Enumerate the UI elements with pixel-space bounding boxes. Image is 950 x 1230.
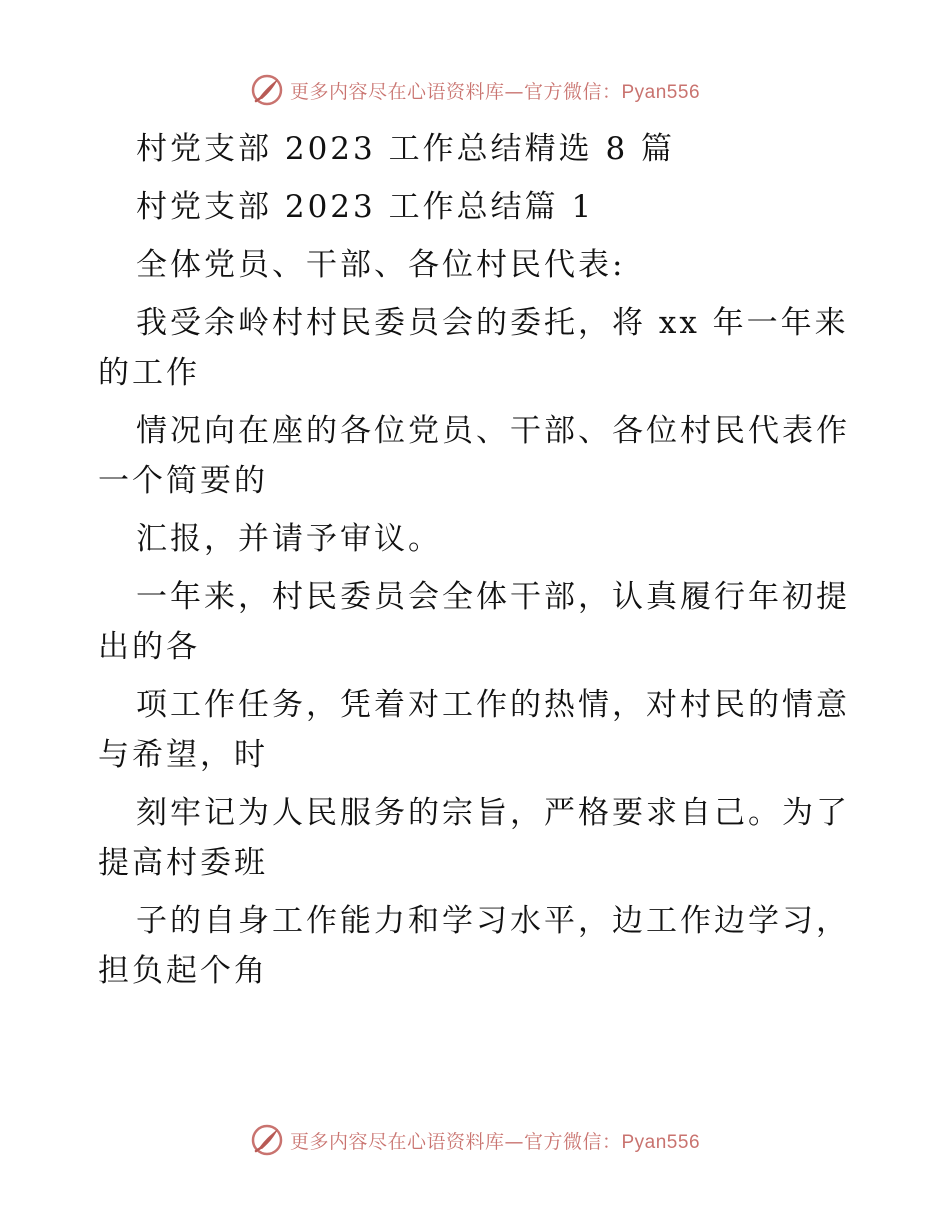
footer-watermark	[0, 1120, 950, 1160]
watermark-wechat-id: Pyan556	[621, 1131, 701, 1153]
paragraph-line: 刻牢记为人民服务的宗旨，严格要求自己。为了	[136, 795, 850, 831]
paragraph	[98, 406, 858, 506]
watermark-text	[290, 1127, 700, 1154]
paragraph-line: 情况向在座的各位党员、干部、各位村民代表作	[136, 413, 850, 449]
watermark-wechat-id: Pyan556	[621, 81, 701, 103]
paragraph-line: 与希望，时	[98, 737, 268, 773]
paragraph-line: 出的各	[98, 629, 200, 665]
paragraph-line: 我受余岭村村民委员会的委托，将 xx 年一年来	[136, 305, 849, 341]
paragraph-line: 提高村委班	[98, 845, 268, 881]
watermark-wechat-label: 官方微信：	[523, 80, 622, 103]
salutation: 全体党员、干部、各位村民代表:	[136, 247, 626, 283]
quill-pen-logo-icon	[250, 73, 284, 107]
paragraph-line: 担负起个角	[98, 953, 268, 989]
paragraph-line: 一个简要的	[98, 463, 268, 499]
watermark-text	[290, 77, 700, 104]
paragraph	[98, 788, 858, 888]
paragraph-line: 汇报，并请予审议。	[136, 521, 442, 557]
paragraph-line: 子的自身工作能力和学习水平，边工作边学习，	[136, 903, 850, 939]
watermark-brand: 更多内容尽在心语资料库	[289, 1130, 505, 1153]
watermark-separator: —	[504, 1130, 524, 1153]
document-subtitle: 村党支部 2023 工作总结篇 1	[136, 189, 595, 225]
paragraph	[98, 896, 858, 996]
header-watermark	[0, 70, 950, 110]
watermark-separator: —	[504, 80, 524, 103]
paragraph	[98, 572, 858, 672]
watermark-brand: 更多内容尽在心语资料库	[289, 80, 505, 103]
paragraph	[98, 298, 858, 398]
paragraph	[98, 514, 858, 564]
paragraph-line: 的工作	[98, 355, 200, 391]
document-body	[98, 124, 858, 996]
document-title: 村党支部 2023 工作总结精选 8 篇	[136, 131, 676, 167]
quill-pen-logo-icon	[250, 1123, 284, 1157]
watermark-wechat-label: 官方微信：	[523, 1130, 622, 1153]
paragraph	[98, 680, 858, 780]
paragraph-line: 一年来，村民委员会全体干部，认真履行年初提	[136, 579, 850, 615]
paragraph-line: 项工作任务，凭着对工作的热情，对村民的情意	[136, 687, 850, 723]
